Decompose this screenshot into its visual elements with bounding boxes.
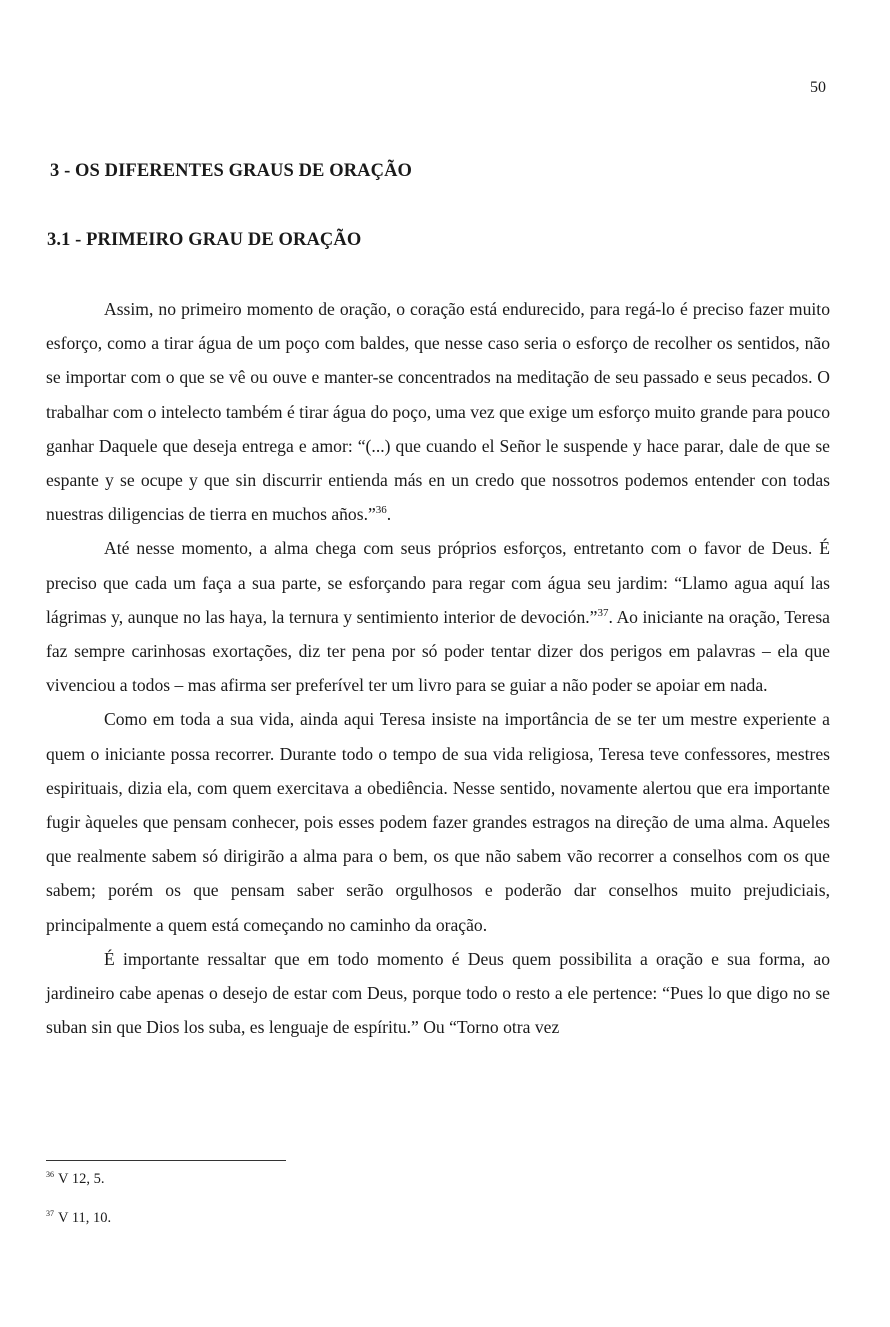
paragraph-3 xyxy=(46,702,830,941)
paragraph-2 xyxy=(46,531,830,702)
footnote-ref-36: 36 xyxy=(375,504,387,517)
paragraph-text: Assim, no primeiro momento de oração, o coração está endurecido, para regá-lo é preciso fazer muito esforço, como a tirar água de um poço com baldes, que nesse caso seria o esforço de recolher os sentidos, não se importar com o que se vê ou ouve e manter-se concentrados na meditação de seu passado e seus pecados. O trabalhar com o intelecto também é tirar água do poço, uma vez que exige um esforço muito grande para pouco ganhar Daquele que deseja entrega e amor: “(...) que cuando el Señor le suspende y hace parar, dale de que se espante y se ocupe y que sin discurrir entienda más en un credo que nossotros podemos entender con todas nuestras diligencias de tierra en muchos años.” xyxy=(46,299,830,525)
section-heading: 3.1 - PRIMEIRO GRAU DE ORAÇÃO xyxy=(47,230,362,250)
footnote-text: V 12, 5. xyxy=(58,1171,105,1187)
paragraph-text: Até nesse momento, a alma chega com seus próprios esforços, entretanto com o favor de Deus. É preciso que cada um faça a sua parte, se esforçando para regar com água seu jardim: “Llamo agua aquí las lágrimas y, aunque no las haya, la ternura y sentimiento interior de devoción.” xyxy=(46,538,830,627)
footnote-text: V 11, 10. xyxy=(58,1210,112,1226)
chapter-heading: 3 - OS DIFERENTES GRAUS DE ORAÇÃO xyxy=(50,161,413,181)
footnote-ref-37: 37 xyxy=(597,606,609,619)
footnote-divider xyxy=(46,1160,286,1161)
page-number: 50 xyxy=(810,79,826,96)
paragraph-1 xyxy=(46,292,830,531)
footnote-37 xyxy=(46,1209,111,1227)
paragraph-text: É importante ressaltar que em todo momento é Deus quem possibilita a oração e sua forma, ao jardineiro cabe apenas o desejo de estar com Deus, porque todo o resto a ele pertence: “Pues lo que digo no se suban sin que Dios los suba, es lenguaje de espíritu.” Ou “Torno otra vez xyxy=(46,948,830,1038)
paragraph-4 xyxy=(46,942,830,1045)
footnote-mark: 37 xyxy=(46,1209,54,1218)
footnote-36 xyxy=(46,1170,104,1188)
footnote-mark: 36 xyxy=(46,1170,54,1179)
paragraph-tail: . Ao iniciante na oração, Teresa faz sempre carinhosas exortações, diz ter pena por só poder tentar dizer dos perigos em palavras – ela que vivenciou a todos – mas afirma ser preferível ter um livro para se guiar a não poder se apoiar em nada. xyxy=(46,606,830,696)
paragraph-tail: . xyxy=(386,504,392,525)
body-text xyxy=(46,292,830,1044)
paragraph-text: Como em toda a sua vida, ainda aqui Teresa insiste na importância de se ter um mestre experiente a quem o iniciante possa recorrer. Durante todo o tempo de sua vida religiosa, Teresa teve confessores, mestres espirituais, dizia ela, com quem exercitava a obediência. Nesse sentido, novamente alertou que era importante fugir àqueles que pensam conhecer, pois esses podem fazer grandes estragos na direção de uma alma. Aqueles que realmente sabem só dirigirão a alma para o bem, os que não sabem vão recorrer a conselhos com os que sabem; porém os que pensam saber serão orgulhosos e poderão dar conselhos muito prejudiciais, principalmente a quem está começando no caminho da oração. xyxy=(46,709,830,935)
